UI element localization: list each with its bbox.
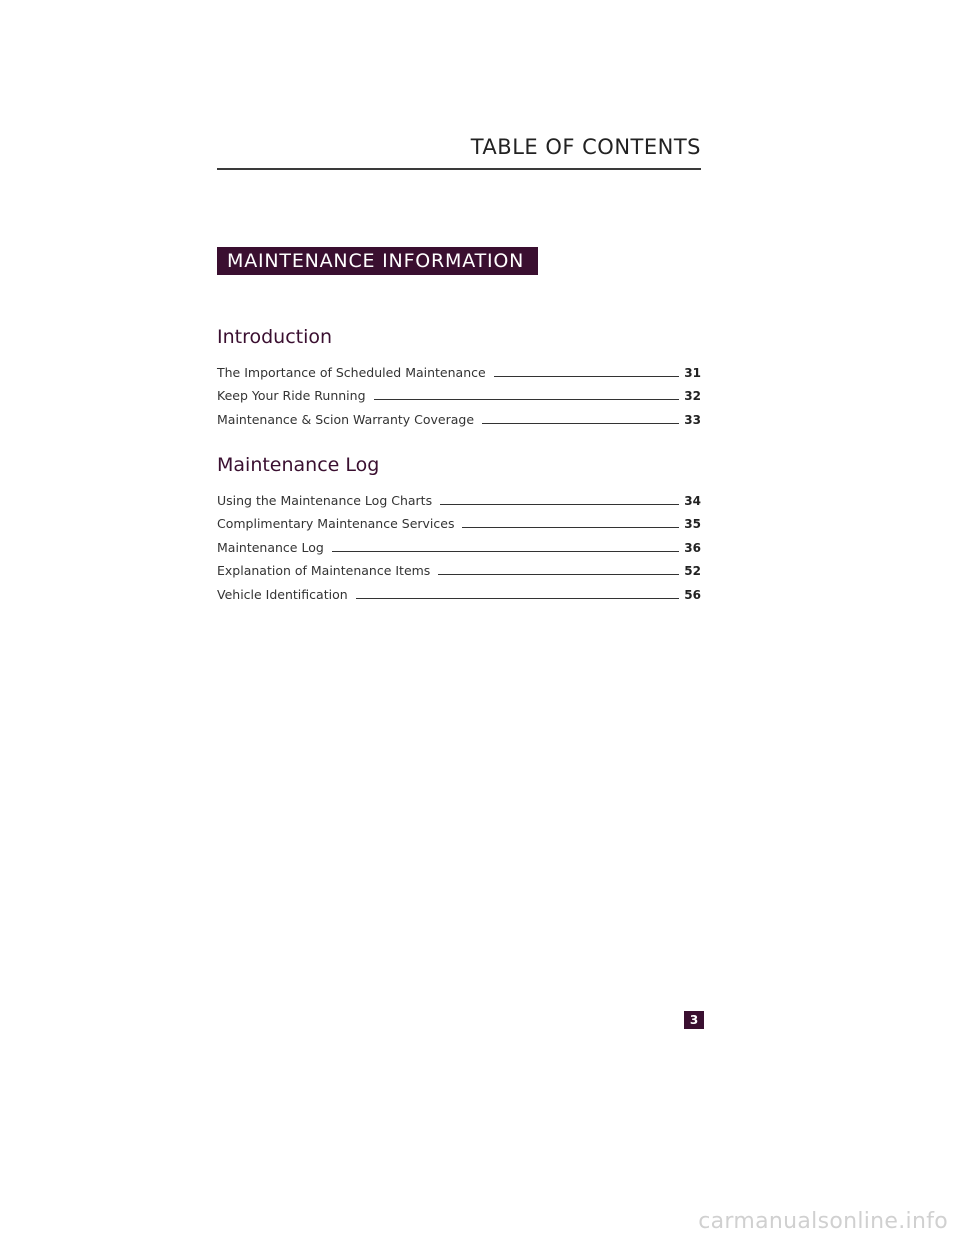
toc-entry-page: 32: [684, 389, 701, 403]
toc-entry[interactable]: [217, 509, 701, 533]
leader-line: [482, 423, 679, 424]
toc-entry[interactable]: [217, 357, 701, 381]
group-title: Maintenance Log: [217, 454, 380, 476]
toc-entry-page: 35: [684, 517, 701, 531]
toc-entry-label: Keep Your Ride Running: [217, 388, 366, 403]
toc-entry-page: 52: [684, 564, 701, 578]
toc-entry-label: Complimentary Maintenance Services: [217, 516, 455, 531]
toc-entry-label: Explanation of Maintenance Items: [217, 563, 431, 578]
toc-entry-page: 36: [684, 540, 701, 555]
toc-entry-page: 33: [684, 412, 701, 427]
toc-entry[interactable]: [217, 532, 701, 556]
leader-line: [494, 376, 679, 377]
toc-entry[interactable]: [217, 556, 701, 580]
toc-group-maintenance-log: [217, 453, 701, 603]
toc-group-introduction: [217, 325, 701, 428]
toc-entry-label: Maintenance & Scion Warranty Coverage: [217, 411, 475, 427]
page-header: [217, 134, 701, 170]
section-banner: MAINTENANCE INFORMATION: [217, 247, 538, 275]
toc-entry[interactable]: [217, 404, 701, 428]
toc-entry-page: 56: [684, 587, 701, 602]
leader-line: [374, 399, 680, 400]
toc-entry-label: The Importance of Scheduled Maintenance: [217, 364, 486, 380]
group-title: Introduction: [217, 326, 333, 348]
leader-line: [438, 574, 679, 575]
toc-entry[interactable]: [217, 381, 701, 405]
toc-entry[interactable]: [217, 579, 701, 603]
leader-line: [356, 598, 679, 599]
toc-entry-label: Maintenance Log: [217, 539, 324, 555]
page-title: TABLE OF CONTENTS: [470, 135, 701, 159]
watermark: carmanualsonline.info: [698, 1209, 948, 1234]
toc-entry-page: 31: [684, 365, 701, 380]
leader-line: [332, 551, 679, 552]
leader-line: [440, 504, 679, 505]
toc-entry[interactable]: [217, 485, 701, 509]
toc-entry-label: Using the Maintenance Log Charts: [217, 492, 433, 508]
toc-entry-page: 34: [684, 493, 701, 508]
toc-entry-label: Vehicle Identification: [217, 586, 348, 602]
leader-line: [462, 527, 679, 528]
page-number-badge: 3: [684, 1011, 704, 1029]
